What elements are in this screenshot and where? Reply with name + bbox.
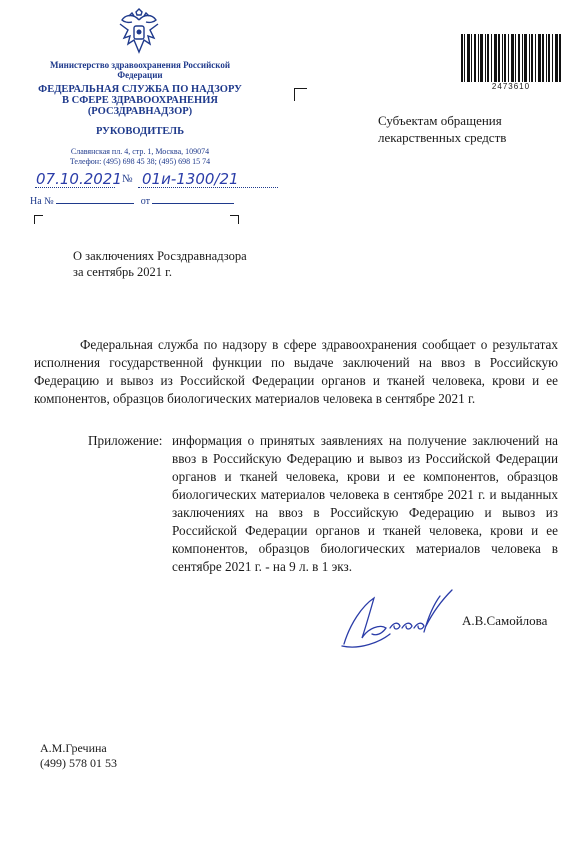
agency-name-line: ФЕДЕРАЛЬНАЯ СЛУЖБА ПО НАДЗОРУ <box>38 84 242 95</box>
signer-name: А.В.Самойлова <box>462 613 548 628</box>
ref-date-blank <box>152 194 234 204</box>
state-emblem-icon <box>114 8 164 58</box>
phone-line: Телефон: (495) 698 45 38; (495) 698 15 74 <box>69 157 211 166</box>
addressee: Субъектам обращения лекарственных средств <box>378 113 507 145</box>
executor-phone: (499) 578 01 53 <box>40 756 117 770</box>
ministry-name: Министерство здравоохранения Российской Федерации <box>49 60 231 80</box>
ref-number-blank <box>56 194 134 204</box>
corner-mark <box>34 215 43 224</box>
subject-line: за сентябрь 2021 г. <box>73 265 172 279</box>
letter-subject <box>73 248 293 280</box>
body-paragraph: Федеральная служба по надзору в сфере здравоохранения сообщает о результатах исполнения государственной функции по выдаче заключений на ввоз в Российскую Федерацию и вывоз из Российской Федерации органов и тканей человека, крови и ее компонентов, образцов биологических материалов человека в сентябре 2021 г. <box>34 337 558 406</box>
number-sign: № <box>122 173 133 185</box>
registration-date: 07.10.2021 <box>36 170 122 188</box>
ref-label: На № <box>30 196 54 207</box>
registration-line <box>30 170 280 192</box>
reference-line <box>30 194 280 207</box>
barcode <box>461 34 561 82</box>
agency-name <box>20 84 260 117</box>
corner-mark <box>294 88 307 101</box>
appendix-label: Приложение: <box>88 433 163 448</box>
head-title: РУКОВОДИТЕЛЬ <box>95 126 185 137</box>
agency-address <box>20 147 260 167</box>
agency-name-line: В СФЕРЕ ЗДРАВООХРАНЕНИЯ <box>62 95 218 106</box>
agency-name-line: (РОСЗДРАВНАДЗОР) <box>87 106 193 117</box>
subject-line: О заключениях Росздравнадзора <box>73 249 247 263</box>
signature-icon <box>340 584 460 654</box>
corner-mark <box>230 215 239 224</box>
from-label: от <box>140 196 150 207</box>
barcode-number: 2473610 <box>491 82 531 91</box>
executor-name: А.М.Гречина <box>40 741 107 755</box>
appendix-text: информация о принятых заявлениях на получение заключений на ввоз в Российскую Федерацию и вывоз из Российской Федерации органов и тканей человека, крови и ее компонентов, образцов биологических материалов человека в сентябре 2021 г. и выданных заключениях на ввоз в Российскую Федерацию и вывоз из Российской Федерации органов и тканей человека, крови и ее компонентов, образцов биологических материалов человека в сентябре 2021 г. - на 9 л. в 1 экз. <box>172 433 558 574</box>
registration-number: 01и-1300/21 <box>142 170 239 188</box>
address-line: Славянская пл. 4, стр. 1, Москва, 109074 <box>70 147 210 156</box>
